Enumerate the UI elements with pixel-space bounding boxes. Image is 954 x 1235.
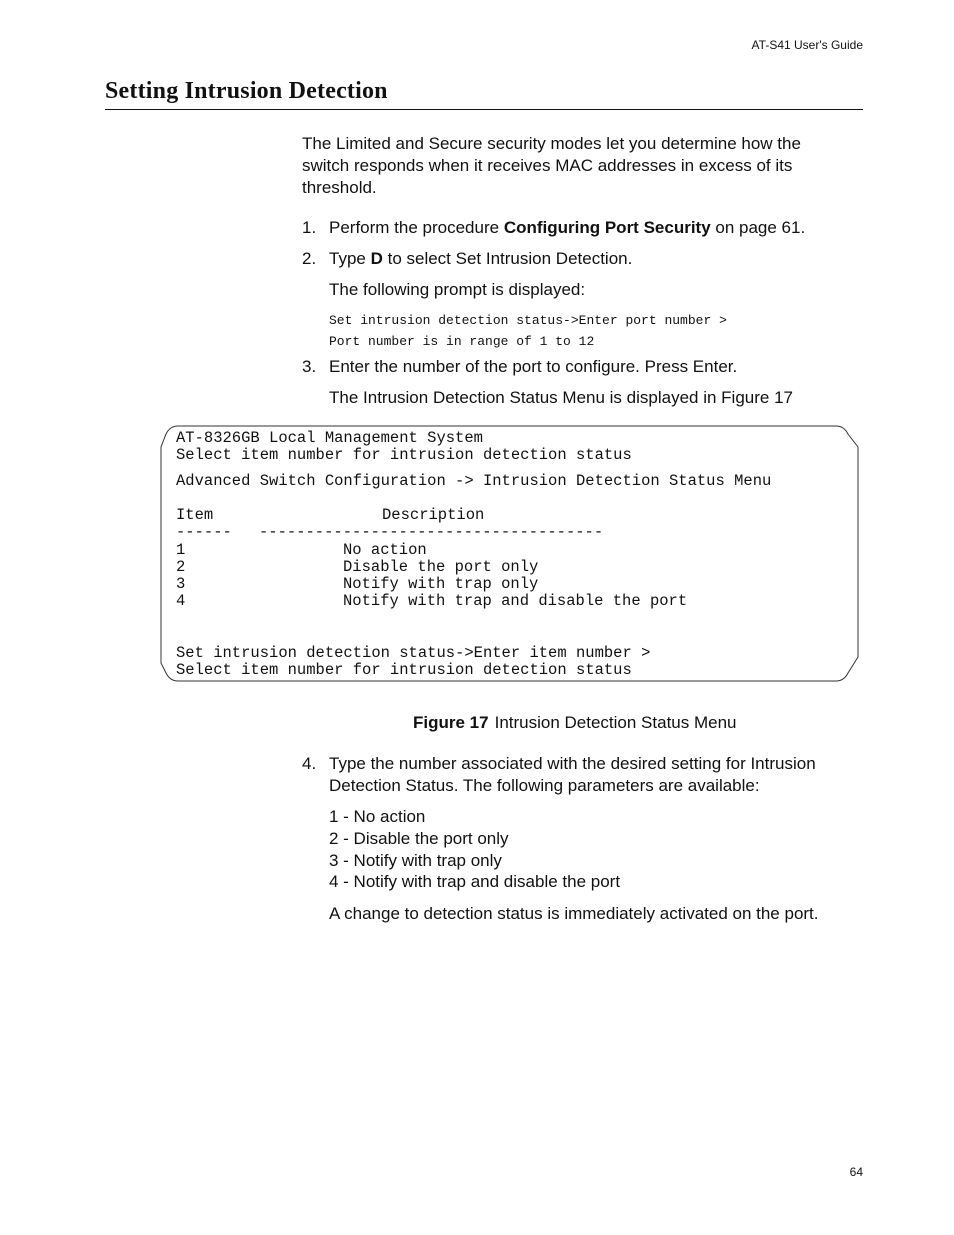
parameter-item: 1 - No action: [329, 807, 426, 826]
step-4: [302, 753, 847, 797]
screen-status-line: Select item number for intrusion detection status: [176, 446, 632, 464]
screen-row-item: 1: [176, 541, 186, 559]
step-text: Enter the number of the port to configure. Press Enter.: [329, 357, 738, 376]
step-text-bold: D: [370, 249, 383, 268]
prompt-line: Port number is in range of 1 to 12: [329, 334, 595, 349]
screen-prompt: Set intrusion detection status->Enter item number >: [176, 644, 651, 662]
step-2: [302, 248, 847, 270]
step-text-bold: Configuring Port Security: [503, 218, 711, 237]
step-text-post: on page 61.: [710, 218, 806, 237]
parameter-item: 2 - Disable the port only: [329, 829, 509, 848]
figure-caption: [413, 713, 737, 733]
screen-footer-status: Select item number for intrusion detection status: [176, 661, 632, 679]
screen-separator-description: -------------------------------------: [259, 523, 604, 541]
step-3: [302, 356, 847, 378]
step-text: [329, 248, 847, 270]
screen-separator-item: ------: [176, 523, 232, 541]
closing-paragraph: A change to detection status is immediately activated on the port.: [329, 904, 819, 923]
parameter-item: 4 - Notify with trap and disable the port: [329, 872, 621, 891]
figure-label: Figure 17: [413, 713, 489, 732]
step-text-pre: Perform the procedure: [329, 218, 504, 237]
screen-breadcrumb: Advanced Switch Configuration -> Intrusion Detection Status Menu: [176, 472, 772, 490]
intro-paragraph: The Limited and Secure security modes let you determine how the switch responds when it receives MAC addresses in excess of its threshold.: [302, 134, 801, 197]
screen-row-item: 3: [176, 575, 186, 593]
screen-row-item: 2: [176, 558, 186, 576]
screen-row-description: Disable the port only: [343, 558, 539, 576]
step-3-note: The Intrusion Detection Status Menu is displayed in Figure 17: [329, 388, 793, 407]
screen-row-description: Notify with trap and disable the port: [343, 592, 688, 610]
step-number: 4.: [302, 754, 317, 773]
step-text-pre: Type: [329, 249, 371, 268]
figure-caption-text: Intrusion Detection Status Menu: [494, 713, 737, 732]
step-1: [302, 217, 847, 239]
screen-system-name: AT-8326GB Local Management System: [176, 429, 483, 447]
prompt-line: Set intrusion detection status->Enter port number >: [329, 313, 727, 328]
screen-row-description: No action: [343, 541, 427, 559]
prompt-intro: The following prompt is displayed:: [329, 280, 586, 299]
title-rule: [105, 109, 863, 110]
running-header: AT-S41 User's Guide: [751, 38, 863, 52]
step-text: Type the number associated with the desired setting for Intrusion Detection Status. The following parameters are available:: [329, 754, 816, 795]
screen-col-description: Description: [382, 506, 485, 524]
step-number: 2.: [302, 249, 317, 268]
screen-col-item: Item: [176, 506, 214, 524]
section-title: Setting Intrusion Detection: [105, 78, 388, 104]
step-text: [329, 217, 847, 239]
screen-row-description: Notify with trap only: [343, 575, 539, 593]
step-number: 3.: [302, 357, 317, 376]
screen-row-item: 4: [176, 592, 186, 610]
step-number: 1.: [302, 218, 317, 237]
step-text-post: to select Set Intrusion Detection.: [382, 249, 633, 268]
parameter-item: 3 - Notify with trap only: [329, 851, 502, 870]
page-number: 64: [849, 1165, 863, 1179]
